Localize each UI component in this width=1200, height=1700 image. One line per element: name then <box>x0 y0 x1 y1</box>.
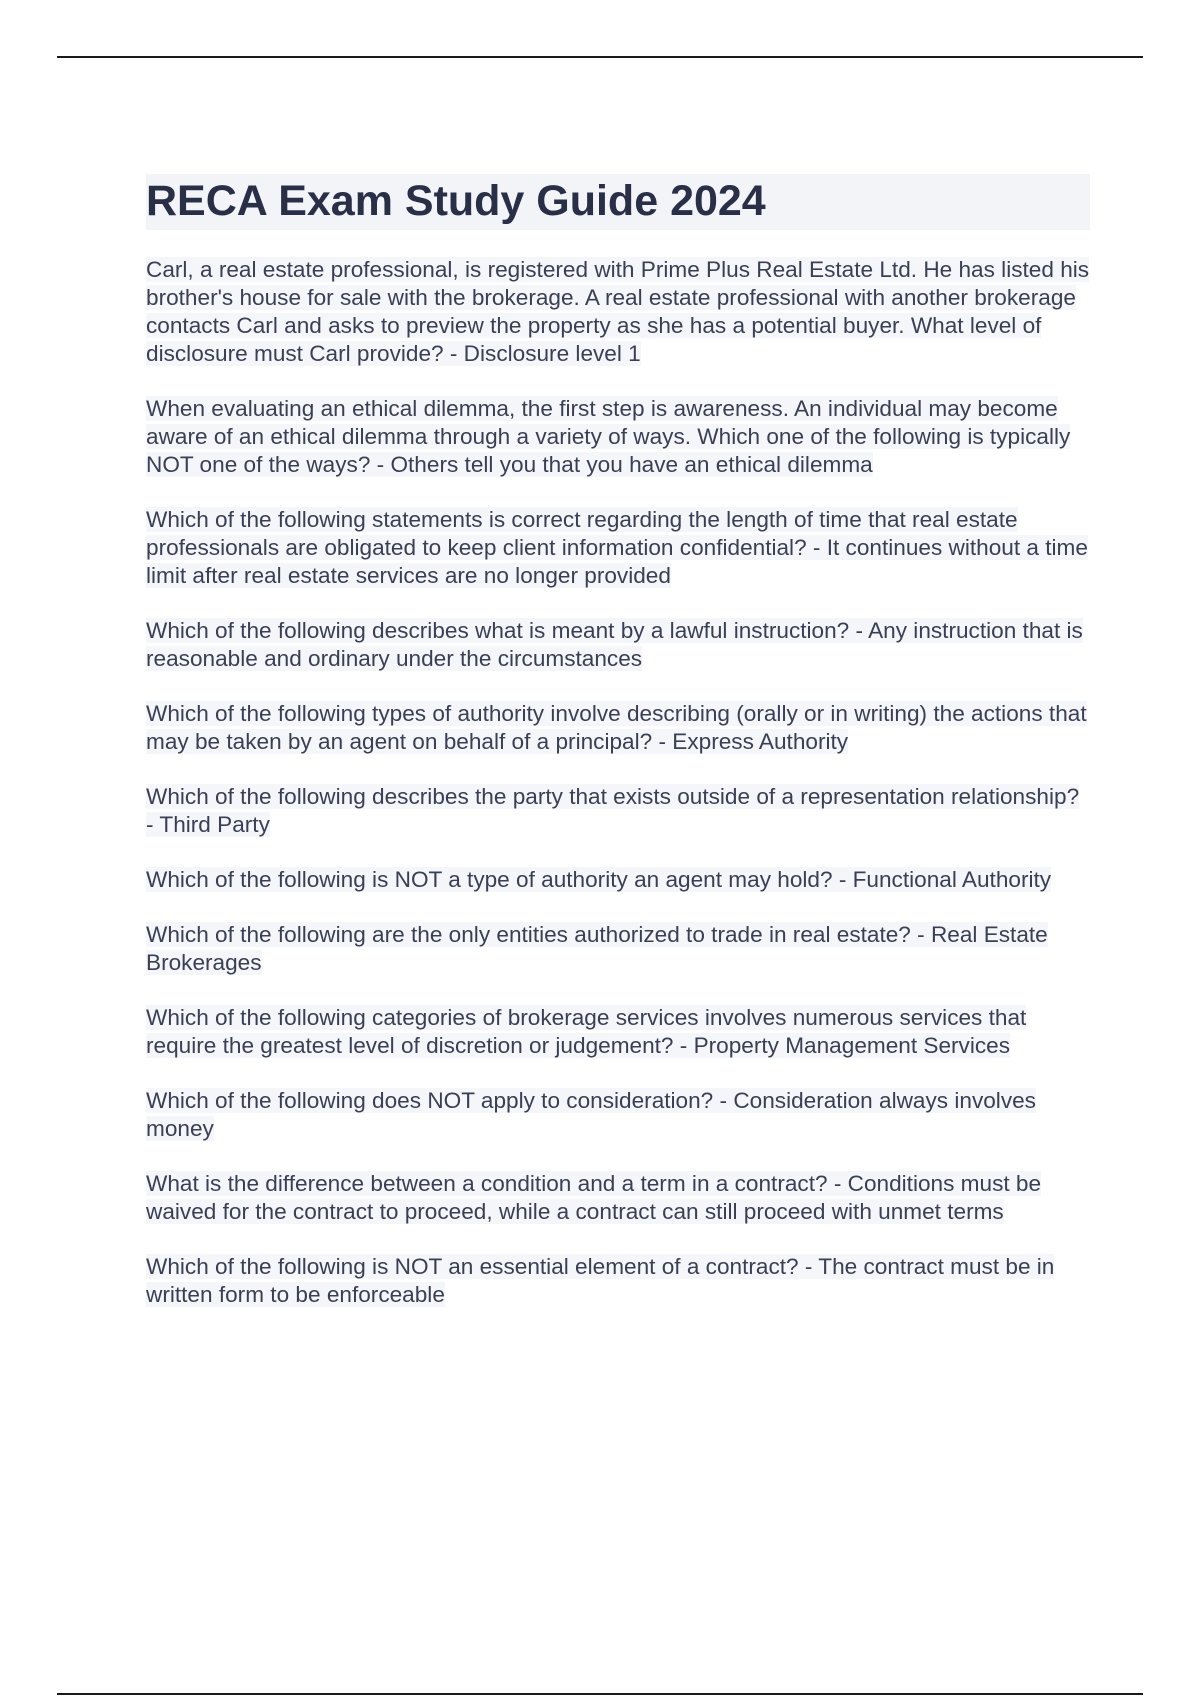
qa-text: When evaluating an ethical dilemma, the first step is awareness. An individual may become aware of an ethical dilemma through a variety of ways. Which one of the following is typically NOT one of the ways? - Others tell you that you have an ethical dilemma <box>146 396 1071 477</box>
qa-item <box>146 506 1090 590</box>
qa-item <box>146 866 1090 894</box>
qa-text: Which of the following describes the party that exists outside of a representation relationship? - Third Party <box>146 784 1080 837</box>
qa-item <box>146 783 1090 839</box>
qa-text: Which of the following is NOT a type of authority an agent may hold? - Functional Authority <box>146 867 1052 892</box>
qa-item <box>146 1087 1090 1143</box>
qa-item <box>146 256 1090 368</box>
qa-item <box>146 700 1090 756</box>
qa-text: Which of the following categories of brokerage services involves numerous services that require the greatest level of discretion or judgement? - Property Management Services <box>146 1005 1027 1058</box>
qa-text: Carl, a real estate professional, is registered with Prime Plus Real Estate Ltd. He has listed his brother's house for sale with the brokerage. A real estate professional with another brokerage contacts Carl and asks to preview the property as she has a potential buyer. What level of disclosure must Carl provide? - Disclosure level 1 <box>146 257 1090 366</box>
qa-item <box>146 1253 1090 1309</box>
top-divider <box>57 56 1143 58</box>
qa-item <box>146 617 1090 673</box>
qa-text: Which of the following is NOT an essential element of a contract? - The contract must be in written form to be enforceable <box>146 1254 1055 1307</box>
qa-text: Which of the following does NOT apply to consideration? - Consideration always involves money <box>146 1088 1036 1141</box>
qa-item <box>146 1004 1090 1060</box>
qa-item <box>146 1170 1090 1226</box>
qa-text: Which of the following are the only entities authorized to trade in real estate? - Real Estate Brokerages <box>146 922 1048 975</box>
qa-text: Which of the following types of authority involve describing (orally or in writing) the actions that may be taken by an agent on behalf of a principal? - Express Authority <box>146 701 1087 754</box>
qa-item <box>146 921 1090 977</box>
page-title: RECA Exam Study Guide 2024 <box>146 174 1090 230</box>
qa-text: Which of the following statements is correct regarding the length of time that real estate professionals are obligated to keep client information confidential? - It continues without a time limit after real estate services are no longer provided <box>146 507 1088 588</box>
qa-text: Which of the following describes what is meant by a lawful instruction? - Any instruction that is reasonable and ordinary under the circumstances <box>146 618 1083 671</box>
question-answer-list <box>146 256 1090 1309</box>
study-guide-content <box>146 174 1090 1336</box>
qa-item <box>146 395 1090 479</box>
bottom-divider <box>57 1693 1143 1695</box>
qa-text: What is the difference between a condition and a term in a contract? - Conditions must be waived for the contract to proceed, while a contract can still proceed with unmet terms <box>146 1171 1042 1224</box>
